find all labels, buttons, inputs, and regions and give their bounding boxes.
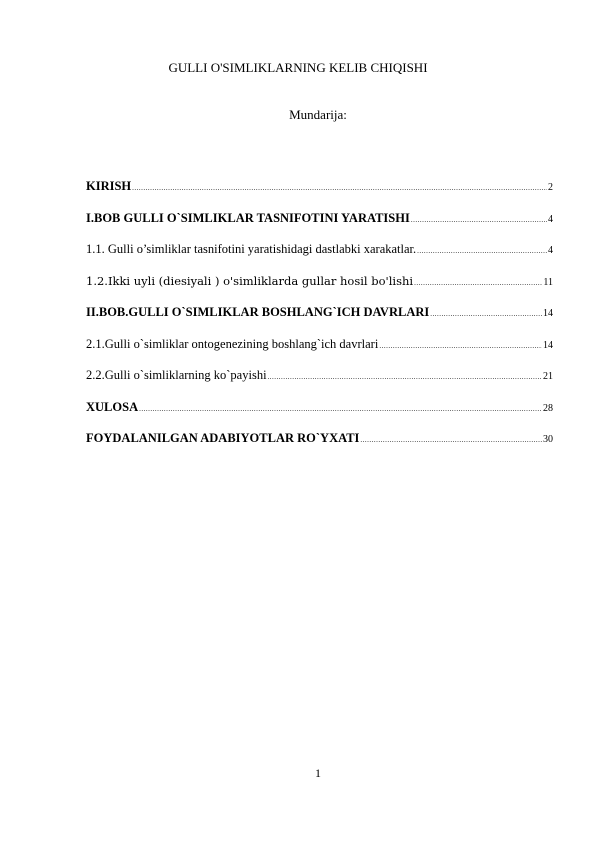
toc-leader-dots — [360, 436, 542, 444]
toc-leader-dots — [379, 342, 542, 350]
toc-entry-chapter-2 — [86, 305, 553, 337]
toc-leader-dots — [268, 373, 542, 381]
toc-entry-references — [86, 431, 553, 463]
toc-entry-label: 2.1.Gulli o`simliklar ontogenezining boshlang`ich davrlari — [86, 336, 379, 351]
toc-entry-page: 21 — [543, 371, 553, 382]
toc-entry-section-1-1 — [86, 242, 553, 274]
toc-entry-label: 1.2.Ikki uyli (diesiyali ) o'simliklarda gullar hosil bo'lishi — [86, 273, 414, 288]
toc-entry-section-2-2 — [86, 368, 553, 400]
toc-leader-dots — [139, 405, 542, 413]
toc-entry-label: XULOSA — [86, 399, 139, 414]
document-title: GULLI O'SIMLIKLARNING KELIB CHIQISHI — [168, 60, 428, 75]
toc-leader-dots — [132, 184, 547, 192]
toc-entry-page: 30 — [543, 434, 553, 445]
toc-entry-section-1-2 — [86, 274, 553, 306]
toc-entry-page: 4 — [548, 245, 553, 256]
toc-entry-kirish — [86, 179, 553, 211]
toc-entry-page: 4 — [548, 213, 553, 225]
toc-heading: Mundarija: — [289, 107, 347, 122]
toc-entry-label: 1.1. Gulli o’simliklar tasnifotini yaratishidagi dastlabki xarakatlar. — [86, 242, 417, 256]
table-of-contents — [86, 179, 553, 463]
toc-leader-dots — [414, 279, 542, 287]
toc-entry-label: 2.2.Gulli o`simliklarning ko`payishi — [86, 368, 267, 382]
toc-entry-label: KIRISH — [86, 179, 132, 193]
toc-entry-label: FOYDALANILGAN ADABIYOTLAR RO`YXATI — [86, 431, 360, 445]
toc-leader-dots — [417, 247, 547, 255]
toc-entry-label: I.BOB GULLI O`SIMLIKLAR TASNIFOTINI YARATISHI — [86, 210, 410, 225]
toc-entry-chapter-1 — [86, 211, 553, 243]
toc-entry-page: 14 — [543, 339, 553, 351]
toc-entry-section-2-1 — [86, 337, 553, 369]
page-number: 1 — [315, 766, 321, 780]
toc-entry-page: 2 — [548, 182, 553, 193]
toc-leader-dots — [411, 216, 547, 224]
toc-entry-xulosa — [86, 400, 553, 432]
toc-entry-page: 11 — [543, 276, 553, 288]
toc-leader-dots — [430, 310, 542, 318]
toc-entry-page: 28 — [543, 402, 553, 414]
toc-entry-page: 14 — [543, 308, 553, 319]
toc-entry-label: II.BOB.GULLI O`SIMLIKLAR BOSHLANG`ICH DAVRLARI — [86, 305, 430, 319]
